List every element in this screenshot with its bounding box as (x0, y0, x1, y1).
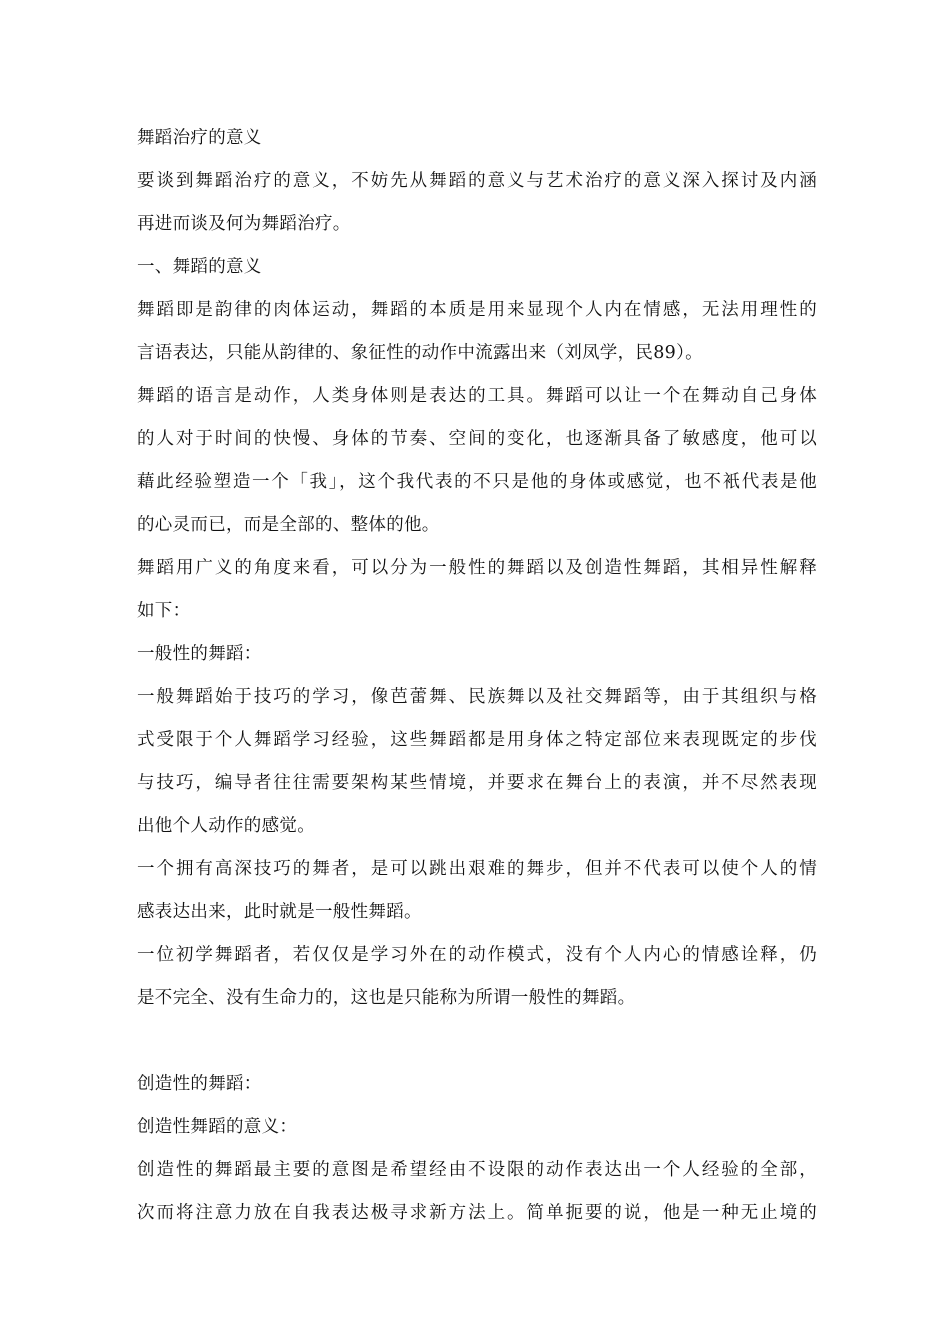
paragraph-line: 舞蹈用广义的角度来看，可以分为一般性的舞蹈以及创造性舞蹈，其相异性解释 (137, 558, 817, 578)
paragraph-line: 的心灵而已，而是全部的、整体的他。 (137, 515, 440, 535)
subsection-heading: 一般性的舞蹈： (137, 644, 262, 664)
blank-line (137, 1020, 817, 1063)
paragraph-line: 出他个人动作的感觉。 (137, 816, 315, 836)
paragraph-line: 一般舞蹈始于技巧的学习，像芭蕾舞、民族舞以及社交舞蹈等，由于其组织与格 (137, 687, 817, 707)
paragraph-line: 舞蹈即是韵律的肉体运动，舞蹈的本质是用来显现个人内在情感，无法用理性的 (137, 300, 817, 320)
subsection-heading: 创造性的舞蹈： (137, 1074, 262, 1094)
paragraph-line: 言语表达，只能从韵律的、象征性的动作中流露出来（刘凤学，民89）。 (137, 343, 703, 363)
paragraph-line: 要谈到舞蹈治疗的意义，不妨先从舞蹈的意义与艺术治疗的意义深入探讨及内涵 (137, 171, 817, 191)
paragraph-line: 再进而谈及何为舞蹈治疗。 (137, 214, 351, 234)
paragraph-line: 一位初学舞蹈者，若仅仅是学习外在的动作模式，没有个人内心的情感诠释，仍 (137, 945, 817, 965)
document-body (137, 117, 817, 1235)
section-heading: 一、舞蹈的意义 (137, 257, 262, 277)
paragraph-line: 感表达出来，此时就是一般性舞蹈。 (137, 902, 422, 922)
paragraph-line: 一个拥有高深技巧的舞者，是可以跳出艰难的舞步，但并不代表可以使个人的情 (137, 859, 817, 879)
paragraph-line: 舞蹈的语言是动作，人类身体则是表达的工具。舞蹈可以让一个在舞动自己身体 (137, 386, 817, 406)
paragraph-line: 如下： (137, 601, 191, 621)
paragraph-line: 与技巧，编导者往往需要架构某些情境，并要求在舞台上的表演，并不尽然表现 (137, 773, 817, 793)
paragraph-line: 是不完全、没有生命力的，这也是只能称为所谓一般性的舞蹈。 (137, 988, 636, 1008)
paragraph-line: 次而将注意力放在自我表达极寻求新方法上。简单扼要的说，他是一种无止境的 (137, 1203, 817, 1223)
document-title: 舞蹈治疗的意义 (137, 128, 262, 148)
paragraph-line: 式受限于个人舞蹈学习经验，这些舞蹈都是用身体之特定部位来表现既定的步伐 (137, 730, 817, 750)
subsection-heading: 创造性舞蹈的意义： (137, 1117, 298, 1137)
paragraph-line: 藉此经验塑造一个「我」，这个我代表的不只是他的身体或感觉，也不衹代表是他 (137, 472, 817, 492)
paragraph-line: 的人对于时间的快慢、身体的节奏、空间的变化，也逐渐具备了敏感度，他可以 (137, 429, 817, 449)
paragraph-line: 创造性的舞蹈最主要的意图是希望经由不设限的动作表达出一个人经验的全部， (137, 1160, 817, 1180)
